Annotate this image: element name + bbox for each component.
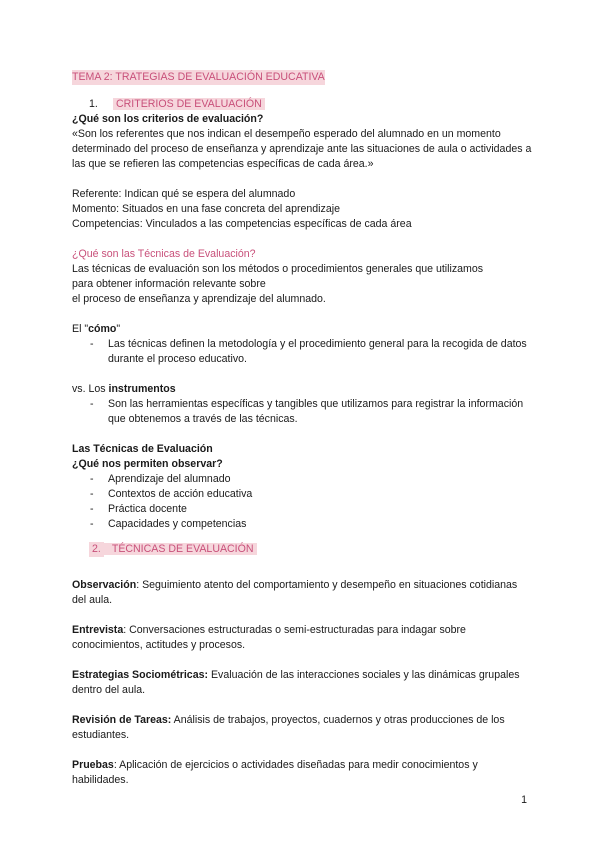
- instrumentos-list: [72, 397, 532, 427]
- section-1-title: CRITERIOS DE EVALUACIÓN: [113, 98, 265, 110]
- tecnicas-text-line-2: para obtener información relevante sobre: [72, 278, 266, 290]
- como-heading: El "cómo": [72, 323, 121, 335]
- page-number: 1: [521, 794, 527, 806]
- observe-question: ¿Qué nos permiten observar?: [72, 458, 223, 470]
- instrumentos-heading: vs. Los instrumentos: [72, 383, 176, 395]
- list-item: - Son las herramientas específicas y tangibles que utilizamos para registrar la información que obtenemos a través de las técnicas.: [90, 398, 524, 425]
- tecnica-observacion: Observación: Seguimiento atento del comportamiento y desempeño en situaciones cotidianas del aula.: [72, 579, 518, 606]
- list-item: - Aprendizaje del alumnado: [90, 473, 231, 485]
- section-2-number: 2.: [89, 542, 104, 557]
- document-title: TEMA 2: TRATEGIAS DE EVALUACIÓN EDUCATIVA: [72, 71, 325, 83]
- observe-list: [72, 472, 532, 532]
- criterios-question: ¿Qué son los criterios de evaluación?: [72, 113, 264, 125]
- tecnicas-question: ¿Qué son las Técnicas de Evaluación?: [72, 248, 256, 260]
- tecnica-pruebas: Pruebas: Aplicación de ejercicios o actividades diseñadas para medir conocimientos y habilidades.: [72, 759, 478, 786]
- list-item: - Las técnicas definen la metodología y el procedimiento general para la recogida de datos durante el proceso educativo.: [90, 338, 527, 365]
- tecnica-sociometricas: Estrategias Sociométricas: Evaluación de las interacciones sociales y las dinámicas grupales dentro del aula.: [72, 669, 520, 696]
- definition-referente: Referente: Indican qué se espera del alumnado: [72, 188, 296, 200]
- definition-momento: Momento: Situados en una fase concreta del aprendizaje: [72, 203, 340, 215]
- section-1-number: 1.: [89, 98, 98, 110]
- definition-competencias: Competencias: Vinculados a las competencias específicas de cada área: [72, 218, 412, 230]
- list-item: - Capacidades y competencias: [90, 518, 247, 530]
- section-2-heading: [89, 542, 532, 557]
- section-2-title: TÉCNICAS DE EVALUACIÓN: [104, 543, 257, 555]
- como-list: [72, 337, 532, 367]
- criterios-quote: «Son los referentes que nos indican el desempeño esperado del alumnado en un momento determinado del proceso de enseñanza y aprendizaje ante las situaciones de aula o actividades a las que se refieren las competencias específicas de cada área.»: [72, 128, 532, 170]
- list-item: - Práctica docente: [90, 503, 187, 515]
- section-1-heading: [89, 97, 532, 112]
- tecnica-revision-tareas: Revisión de Tareas: Análisis de trabajos, proyectos, cuadernos y otras producciones de los estudiantes.: [72, 714, 505, 741]
- tecnicas-text-line-1: Las técnicas de evaluación son los métodos o procedimientos generales que utilizamos: [72, 263, 484, 275]
- tecnica-entrevista: Entrevista: Conversaciones estructuradas o semi-estructuradas para indagar sobre conocimientos, actitudes y procesos.: [72, 624, 466, 651]
- observe-title: Las Técnicas de Evaluación: [72, 443, 213, 455]
- tecnicas-text-line-3: el proceso de enseñanza y aprendizaje del alumnado.: [72, 293, 326, 305]
- list-item: - Contextos de acción educativa: [90, 488, 253, 500]
- document-page: [72, 70, 532, 788]
